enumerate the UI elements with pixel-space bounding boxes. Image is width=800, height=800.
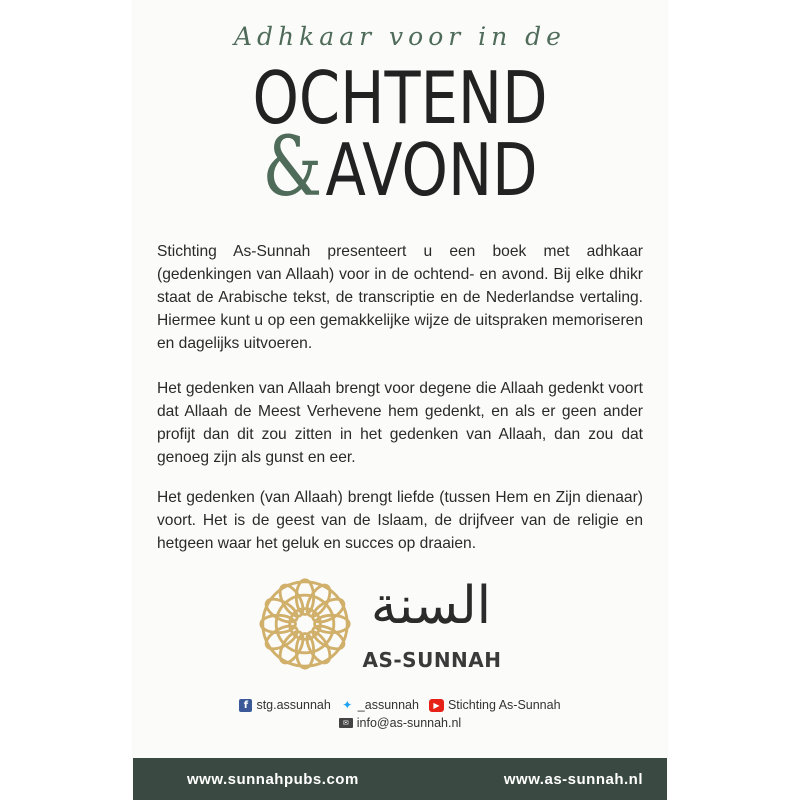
email-contact[interactable] xyxy=(339,716,461,730)
twitter-contact[interactable] xyxy=(341,698,419,712)
youtube-channel: Stichting As-Sunnah xyxy=(447,698,561,712)
cover-subtitle: Adhkaar voor in de xyxy=(234,22,566,51)
footer-bar xyxy=(133,758,667,800)
email-address: info@as-sunnah.nl xyxy=(356,716,462,730)
description-paragraph-2: Het gedenken van Allaah brengt voor degene die Allaah gedenkt voort dat Allaah de Meest Verhevene hem gedenkt, en als er geen ander profijt dan dit zou zitten in het gedenken van Allaah, dan zou dat genoeg zijn als gunst en eer. xyxy=(157,380,643,466)
description-paragraph-3: Het gedenken (van Allaah) brengt liefde (tussen Hem en Zijn dienaar) voort. Het is de geest van de Islaam, de drijfveer van de religie en hetgeen waar het geluk en succes op draaien. xyxy=(157,489,643,552)
youtube-contact[interactable] xyxy=(429,698,561,712)
email-row xyxy=(133,714,667,732)
logo-arabic-text: السنة xyxy=(370,576,492,636)
cover-title-line2 xyxy=(181,120,619,215)
islamic-star-ornament-icon xyxy=(257,576,353,672)
mail-icon: ✉ xyxy=(339,718,353,728)
facebook-contact[interactable] xyxy=(239,698,330,712)
footer-link-sunnahpubs[interactable]: www.sunnahpubs.com xyxy=(187,770,359,788)
footer-link-as-sunnah[interactable]: www.as-sunnah.nl xyxy=(503,770,643,788)
title-ampersand: & xyxy=(262,120,323,215)
description-paragraph-1: Stichting As-Sunnah presenteert u een boek met adhkaar (gedenkingen van Allaah) voor in de ochtend- en avond. Bij elke dhikr staat de Arabische tekst, de transcriptie en de Nederlandse vertaling. Hiermee kunt u op een gemakkelijke wijze de uitspraken memoriseren en dagelijks uitvoeren. xyxy=(157,243,643,352)
facebook-icon: f xyxy=(239,699,252,712)
title-line2-text: AVOND xyxy=(325,128,538,212)
twitter-icon: ✦ xyxy=(342,697,353,712)
twitter-handle: _assunnah xyxy=(357,698,419,712)
cover-title-line1: OCHTEND xyxy=(252,56,548,140)
social-row xyxy=(133,696,667,714)
facebook-handle: stg.assunnah xyxy=(256,698,331,712)
contact-info xyxy=(133,696,667,732)
book-back-cover xyxy=(133,0,667,800)
logo-name: AS-SUNNAH xyxy=(362,648,502,672)
youtube-icon: ▶ xyxy=(429,699,444,712)
